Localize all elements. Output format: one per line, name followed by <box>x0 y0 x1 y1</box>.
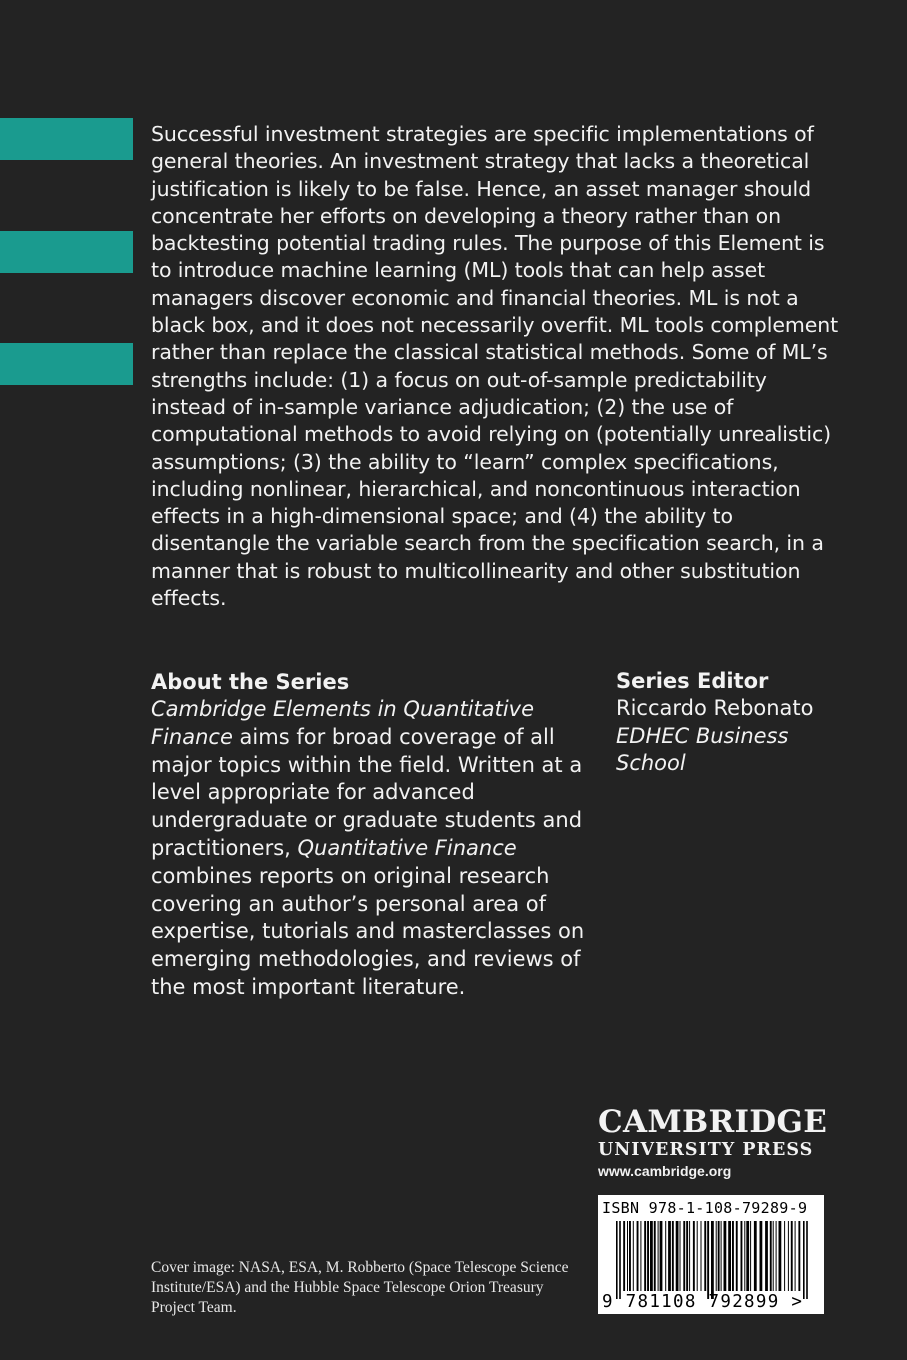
barcode-bar <box>746 1221 749 1291</box>
barcode-bar <box>776 1221 777 1291</box>
barcode-bar <box>672 1221 674 1291</box>
barcode-bar <box>803 1221 805 1299</box>
barcode-bar <box>765 1221 768 1291</box>
barcode-bar <box>744 1221 745 1291</box>
barcode-bar <box>616 1221 618 1299</box>
barcode-bar <box>707 1221 709 1299</box>
barcode-bar <box>721 1221 722 1291</box>
series-short-name: Quantitative Finance <box>297 835 517 860</box>
series-editor <box>616 668 856 778</box>
about-text <box>151 696 591 1002</box>
barcode-bar <box>644 1221 646 1291</box>
barcode-bar <box>665 1221 666 1291</box>
barcode-bars <box>602 1219 820 1299</box>
publisher-logo <box>598 1104 828 1182</box>
series-name: Cambridge Elements in Quantitative Finance <box>151 697 535 749</box>
barcode-bar <box>788 1221 789 1291</box>
barcode-bar <box>806 1221 808 1299</box>
about-text-part-1: aims for broad coverage of all major topics within the field. Written at a level appropriate for advanced undergraduate or graduate students and practitioners, <box>151 724 583 860</box>
about-text-part-2: combines reports on original research covering an author’s personal area of expertise, tutorials and masterclasses on emerging methodologies, and reviews of the most important literature. <box>151 863 585 999</box>
barcode-bar <box>654 1221 656 1291</box>
accent-bar-bottom <box>0 343 133 385</box>
barcode-bar <box>633 1221 634 1291</box>
barcode-bar <box>784 1221 785 1291</box>
barcode-bar <box>660 1221 663 1291</box>
barcode-bar <box>754 1221 757 1291</box>
isbn-label: ISBN 978-1-108-79289-9 <box>602 1199 808 1217</box>
barcode-bar <box>718 1221 720 1291</box>
about-the-series <box>151 668 591 1002</box>
barcode-bar <box>637 1221 639 1291</box>
barcode-bar <box>683 1221 685 1291</box>
barcode-bar <box>724 1221 727 1291</box>
barcode-bar <box>627 1221 628 1291</box>
barcode-bar <box>704 1221 706 1291</box>
barcode-bar <box>689 1221 690 1291</box>
barcode-bar <box>668 1221 671 1291</box>
barcode-bar <box>623 1221 625 1291</box>
barcode-bar <box>658 1221 659 1291</box>
barcode-bar <box>693 1221 695 1291</box>
barcode-bar <box>697 1221 698 1291</box>
barcode-bar <box>779 1221 782 1291</box>
barcode-bar <box>680 1221 681 1291</box>
accent-bar-top <box>0 118 133 160</box>
book-blurb: Successful investment strategies are specific implementations of general theories. An investment strategy that lacks a theoretical justification is likely to be false. Hence, an asset manager should concentrate her efforts on developing a theory rather than on backtesting potential trading rules. The purpose of this Element is to introduce machine learning (ML) tools that can help asset managers discover economic and financial theories. ML is not a black box, and it does not necessarily overfit. ML tools complement rather than replace the classical statistical methods. Some of ML’s strengths include: (1) a focus on out-of-sample predictability instead of in-sample variance adjudication; (2) the use of computational methods to avoid relying on (potentially unrealistic) assumptions; (3) the ability to “learn” complex specifications, including nonlinear, hierarchical, and noncontinuous interaction effects in a high-dimensional space; and (4) the ability to disentangle the variable search from the specification search, in a manner that is robust to multicollinearity and other substitution effects. <box>151 122 839 611</box>
accent-bar-middle <box>0 231 133 273</box>
barcode-bar <box>798 1221 800 1291</box>
barcode-bar <box>619 1221 621 1299</box>
barcode-bar <box>716 1221 717 1291</box>
publisher-url: www.cambridge.org <box>598 1163 732 1179</box>
barcode-bar <box>760 1221 763 1291</box>
barcode-bar <box>647 1221 649 1291</box>
barcode-bar <box>701 1221 702 1291</box>
barcode-bar <box>750 1221 751 1291</box>
barcode-bar <box>732 1221 734 1291</box>
barcode-bar <box>640 1221 641 1291</box>
barcode-bar <box>741 1221 743 1291</box>
about-heading: About the Series <box>151 670 350 694</box>
barcode-bar <box>736 1221 738 1291</box>
barcode-bar <box>795 1221 796 1291</box>
isbn-barcode <box>598 1195 824 1314</box>
editor-name: Riccardo Rebonato <box>616 696 814 721</box>
barcode-bar <box>728 1221 731 1291</box>
editor-affiliation: EDHEC Business School <box>616 723 789 776</box>
barcode-bar <box>676 1221 679 1291</box>
barcode-bar <box>711 1221 714 1299</box>
publisher-press: UNIVERSITY PRESS <box>598 1140 814 1160</box>
barcode-bar <box>629 1221 631 1291</box>
cover-image-credit: Cover image: NASA, ESA, M. Robberto (Space Telescope Science Institute/ESA) and the Hubble Space Telescope Orion Treasury Project Team. <box>151 1259 569 1316</box>
barcode-digits: 9 781108 792899 > <box>602 1292 804 1312</box>
publisher-name: CAMBRIDGE <box>598 1104 828 1140</box>
barcode-bar <box>650 1221 653 1291</box>
barcode-bar <box>770 1221 772 1291</box>
barcode-bar <box>791 1221 793 1291</box>
editor-heading: Series Editor <box>616 669 769 693</box>
barcode-bar <box>773 1221 774 1291</box>
barcode-bar <box>686 1221 688 1291</box>
